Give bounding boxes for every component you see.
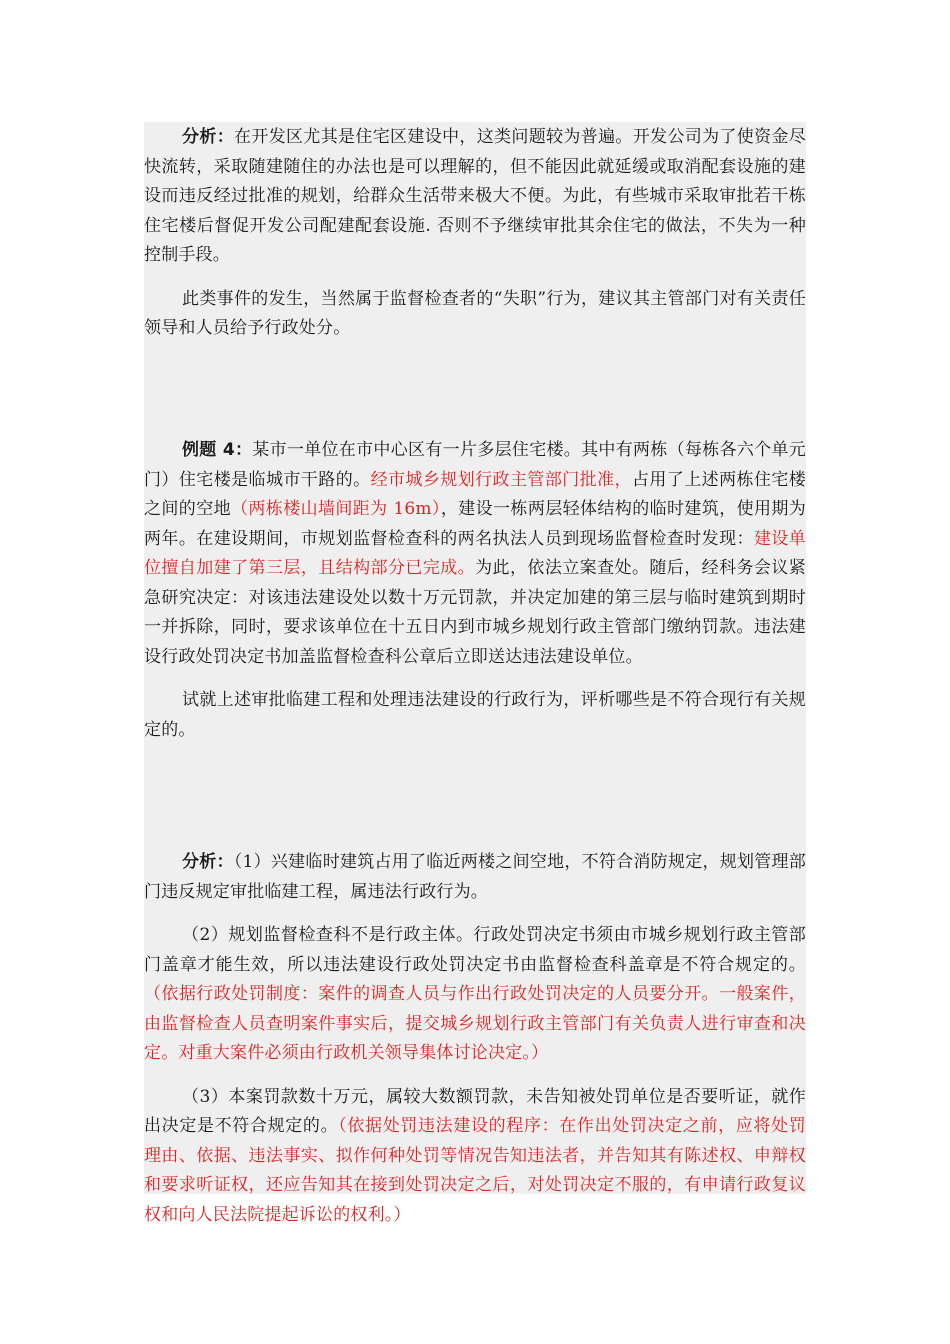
question-paragraph: 试就上述审批临建工程和处理违法建设的行政行为，评析哪些是不符合现行有关规定的。 bbox=[144, 690, 806, 740]
analysis-label-2: 分析： bbox=[182, 852, 234, 872]
point-3-basis: （依据处罚违法建设的程序：在作出处罚决定之前，应将处罚理由、依据、违法事实、拟作何种处罚等情况告知违法者，并告知其有陈述权、申辩权和要求听证权，还应告知其在接到处罚决定之后，对处罚决定不服的，有申请行政复议权和向人民法院提起诉讼的权利。） bbox=[144, 1116, 807, 1225]
point-1-text: （1）兴建临时建筑占用了临近两楼之间空地，不符合消防规定，规划管理部门违反规定审批临建工程，属违法行政行为。 bbox=[144, 852, 806, 902]
example-text-g: 为此，依法立案查处。随后，经科务会议紧急研究决定：对该违法建设处以数十万元罚款，并决定加建的第三层与临时建筑到期时一并拆除，同时，要求该单位在十五日内到市城乡规划行政主管部门缴纳罚款。违法建设行政处罚决定书加盖监督检查科公章后立即送达违法建设单位。 bbox=[144, 558, 806, 667]
example-text-e: ，建设一栋两层轻体结构的临时建筑，使用期为两年。在建设期间，市规划监督检查科的两名执法人员到现场监督检查时发现： bbox=[144, 499, 807, 549]
analysis-panel-1 bbox=[144, 122, 806, 467]
example-highlight-violation: 建设单位擅自加建了第三层，且结构部分已完成。 bbox=[144, 528, 806, 578]
example-label: 例题 4： bbox=[182, 440, 253, 460]
example-highlight-distance: （两栋楼山墙间距为 16m） bbox=[231, 499, 441, 519]
example-panel bbox=[144, 436, 806, 836]
example-text-a: 某市一单位在市中心区有一片多层住宅楼。其中有两栋（每栋各六个单元门）住宅楼是临城市干路的。 bbox=[144, 440, 806, 490]
analysis-panel-2 bbox=[144, 836, 807, 1225]
analysis-point-1 bbox=[144, 848, 806, 907]
example-highlight-approval: 经市城乡规划行政主管部门批准， bbox=[370, 469, 632, 490]
point-2-basis: （依据行政处罚制度：案件的调查人员与作出行政处罚决定的人员要分开。一般案件，由监督检查人员查明案件事实后，提交城乡规划行政主管部门有关负责人进行审查和决定。对重大案件必须由行政机关领导集体讨论决定。） bbox=[144, 984, 806, 1063]
responsibility-paragraph: 此类事件的发生，当然属于监督检查者的“失职”行为，建议其主管部门对有关责任领导和人员给予行政处分。 bbox=[144, 288, 806, 338]
analysis-label: 分析： bbox=[182, 127, 235, 147]
point-3-text: （3）本案罚款数十万元，属较大数额罚款，未告知被处罚单位是否要听证，就作出决定是不符合规定的。 bbox=[144, 1086, 806, 1136]
analysis-point-3 bbox=[144, 1083, 806, 1231]
analysis-paragraph-1 bbox=[144, 123, 806, 271]
example-paragraph bbox=[144, 436, 806, 672]
analysis-text: 在开发区尤其是住宅区建设中，这类问题较为普遍。开发公司为了使资金尽快流转，采取随建随住的办法也是可以理解的，但不能因此就延缓或取消配套设施的建设而违反经过批准的规划，给群众生活带来极大不便。为此，有些城市采取审批若干栋住宅楼后督促开发公司配建配套设施. 否则不予继续审批其余住宅的做法，不失为一种控制手段。 bbox=[144, 127, 807, 265]
point-2-text: （2）规划监督检查科不是行政主体。行政处罚决定书须由市城乡规划行政主管部门盖章才能生效，所以违法建设行政处罚决定书由监督检查科盖章是不符合规定的。 bbox=[144, 925, 806, 975]
example-text-c: 占用了上述两栋住宅楼之间的空地 bbox=[144, 469, 807, 519]
analysis-point-2 bbox=[144, 921, 806, 1069]
